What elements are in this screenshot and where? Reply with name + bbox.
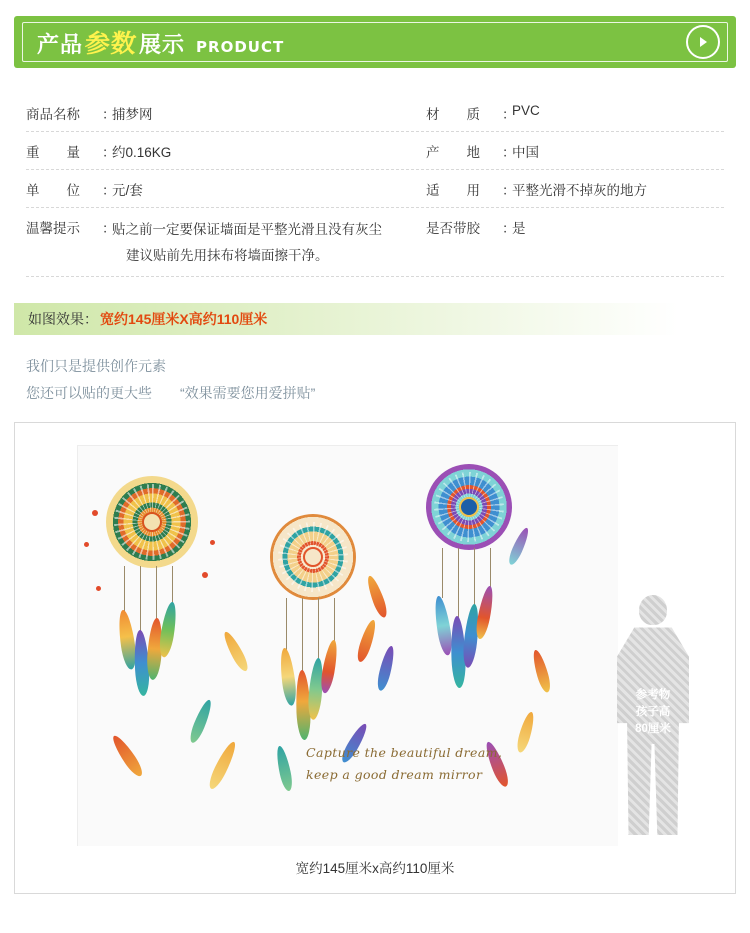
hanging-string (490, 548, 491, 590)
script-caption-line-2: keep a good dream mirror (306, 766, 483, 782)
spec-colon: ： (102, 145, 116, 160)
spec-label: 单 位 (26, 183, 80, 198)
feather-floating (364, 575, 389, 620)
spec-label: 温馨提示 (26, 221, 80, 236)
spec-value: 约0.16KG (112, 145, 172, 160)
spec-colon: ： (502, 183, 516, 198)
silhouette-head (639, 595, 667, 625)
note-line-1: 我们只是提供创作元素 (26, 358, 166, 375)
hanging-string (334, 598, 335, 642)
spec-colon: ： (102, 107, 116, 122)
table-row (26, 94, 724, 132)
page-title-part-2: 参数 (83, 29, 139, 58)
hanging-string (458, 548, 459, 618)
hanging-string (124, 566, 125, 612)
reference-silhouette (617, 595, 689, 835)
spec-cell-right (426, 103, 724, 123)
spec-value: 元/套 (112, 183, 143, 198)
hanging-string (286, 598, 287, 650)
decor-dot (210, 540, 215, 545)
spec-cell-left (26, 141, 426, 161)
size-effect-value: 宽约145厘米X高约110厘米 (100, 311, 268, 328)
preview-scene (77, 445, 618, 846)
hanging-string (140, 566, 141, 632)
reference-label (621, 687, 685, 737)
feather-floating (206, 740, 240, 792)
page-title-part-1: 产品 (37, 32, 84, 57)
spec-cell-left (26, 179, 426, 199)
note-line-2-a: 您还可以贴的更大些 (26, 384, 152, 401)
feather-floating (109, 733, 146, 780)
page-title-english: PRODUCT (196, 38, 285, 56)
spec-value-line-2: 建议贴前先用抹布将墙面擦干净。 (126, 247, 329, 263)
page-title (37, 24, 284, 60)
reference-label-line-1: 参考物 (635, 689, 671, 702)
script-caption (306, 742, 516, 785)
spec-value: 是 (512, 221, 526, 236)
page-title-part-3: 展示 (139, 32, 186, 57)
feather (278, 648, 298, 707)
feather-floating (530, 649, 553, 694)
header-banner-inner (22, 22, 728, 62)
spec-value (112, 217, 382, 268)
spec-label: 产 地 (426, 145, 480, 160)
chevron-right-icon[interactable] (686, 25, 720, 59)
preview-frame (14, 422, 736, 894)
feather-floating (187, 698, 214, 745)
reference-label-line-3: 80厘米 (635, 722, 671, 735)
spec-cell-right (426, 217, 724, 268)
feather-floating (515, 711, 537, 754)
size-effect-label: 如图效果： (28, 311, 98, 328)
spec-label: 材 质 (426, 107, 480, 122)
spec-value: 平整光滑不掉灰的地方 (512, 183, 647, 198)
hanging-string (302, 598, 303, 672)
header-banner (14, 16, 736, 68)
preview-caption: 宽约145厘米x高约110厘米 (295, 861, 455, 877)
spec-value: 捕梦网 (112, 107, 153, 122)
spec-cell-right (426, 141, 724, 161)
table-row (26, 170, 724, 208)
feather (157, 601, 179, 658)
hanging-string (474, 548, 475, 606)
spec-value: PVC (512, 103, 540, 118)
decor-dot (96, 586, 101, 591)
feather-floating (355, 619, 379, 664)
feather-floating (506, 526, 531, 567)
spec-cell-left (26, 217, 426, 268)
hanging-string (442, 548, 443, 598)
size-effect-bar (14, 303, 736, 335)
note-line-2 (26, 380, 724, 407)
feather-floating (274, 745, 294, 792)
spec-colon: ： (102, 183, 116, 198)
feather-floating (375, 645, 397, 692)
spec-value: 中国 (512, 145, 539, 160)
notes-block (26, 353, 724, 406)
reference-label-line-2: 孩子高 (635, 706, 671, 719)
spec-cell-right (426, 179, 724, 199)
spec-label: 商品名称 (26, 107, 80, 122)
decor-dot (92, 510, 98, 516)
table-row (26, 132, 724, 170)
spec-table (26, 94, 724, 277)
spec-colon: ： (502, 145, 516, 160)
feather-floating (221, 630, 251, 674)
decor-dot (84, 542, 89, 547)
spec-label: 适 用 (426, 183, 480, 198)
spec-value-line-1: 贴之前一定要保证墙面是平整光滑且没有灰尘 (112, 222, 382, 237)
spec-label: 重 量 (26, 145, 80, 160)
decor-dot (202, 572, 208, 578)
script-caption-line-1: Capture the beautiful dream, (306, 745, 503, 761)
spec-colon: ： (102, 221, 116, 236)
spec-cell-left (26, 103, 426, 123)
hanging-string (156, 566, 157, 620)
hanging-string (172, 566, 173, 604)
product-spec-page (0, 16, 750, 933)
note-line-2-b: “效果需要您用爱拼贴” (180, 384, 316, 401)
spec-label: 是否带胶 (426, 221, 480, 236)
spec-colon: ： (502, 107, 516, 122)
table-row (26, 208, 724, 277)
hanging-string (318, 598, 319, 660)
spec-colon: ： (502, 221, 516, 236)
